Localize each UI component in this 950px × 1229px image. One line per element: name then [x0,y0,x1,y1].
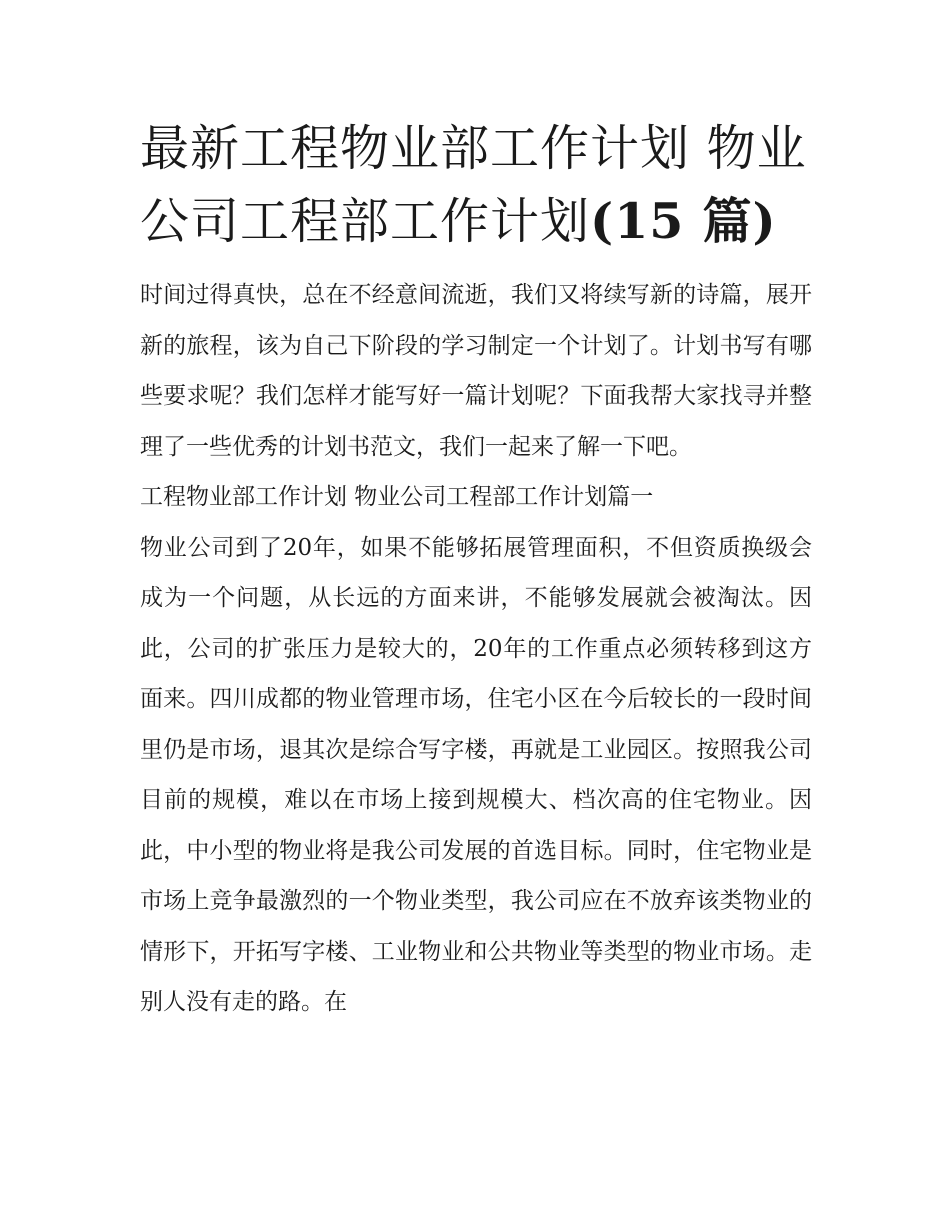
section-paragraph: 物业公司到了20年，如果不能够拓展管理面积，不但资质换级会成为一个问题，从长远的方面来讲，不能够发展就会被淘汰。因此，公司的扩张压力是较大的，20年的工作重点必须转移到这方面来。四川成都的物业管理市场，住宅小区在今后较长的一段时间里仍是市场，退其次是综合写字楼，再就是工业园区。按照我公司目前的规模，难以在市场上接到规模大、档次高的住宅物业。因此，中小型的物业将是我公司发展的首选目标。同时，住宅物业是市场上竞争最激烈的一个物业类型，我公司应在不放弃该类物业的情形下，开拓写字楼、工业物业和公共物业等类型的物业市场。走别人没有走的路。在 [140,534,812,1015]
section-heading: 工程物业部工作计划 物业公司工程部工作计划篇一 [140,484,654,510]
document-page [140,112,812,1028]
intro-paragraph: 时间过得真快，总在不经意间流逝，我们又将续写新的诗篇，展开新的旅程，该为自己下阶段的学习制定一个计划了。计划书写有哪些要求呢？我们怎样才能写好一篇计划呢？下面我帮大家找寻并整理了一些优秀的计划书范文，我们一起来了解一下吧。 [140,282,812,460]
title-text: 最新工程物业部工作计划 物业公司工程部工作计划 [140,120,807,250]
document-title [140,112,812,258]
title-count: (15 篇) [590,192,777,250]
